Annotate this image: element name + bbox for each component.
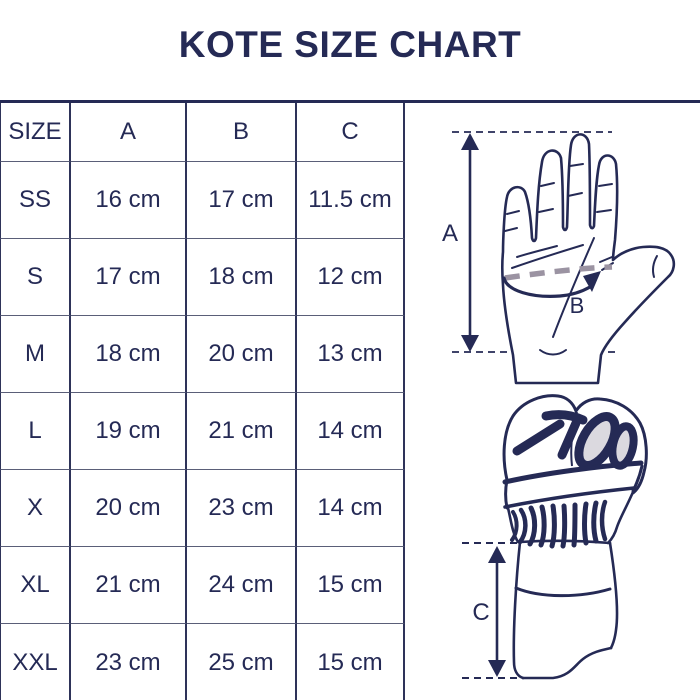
measure-arrow-a [461,133,479,352]
table-cell-b: 20 cm [187,316,297,393]
page-title: KOTE SIZE CHART [178,24,522,65]
table-cell-size: M [0,316,71,393]
measurement-illustrations [405,103,700,700]
label-c: C [472,599,490,626]
column-header-b: B [187,103,297,162]
table-cell-b: 24 cm [187,547,297,624]
label-b: B [569,293,585,318]
table-cell-c: 12 cm [297,239,405,316]
table-cell-c: 14 cm [297,393,405,470]
table-cell-size: S [0,239,71,316]
table-cell-size: SS [0,162,71,239]
table-cell-size: XL [0,547,71,624]
table-cell-a: 23 cm [71,624,187,700]
size-table [0,103,405,700]
kote-wrist-outline [508,492,633,543]
table-cell-a: 16 cm [71,162,187,239]
table-cell-a: 20 cm [71,470,187,547]
kote-wrist-stitches [512,502,605,546]
column-header-c: C [297,103,405,162]
table-cell-a: 18 cm [71,316,187,393]
table-cell-b: 25 cm [187,624,297,700]
kote-cuff [514,541,617,678]
table-cell-a: 17 cm [71,239,187,316]
hand-outline [502,134,674,383]
label-a: A [441,220,459,247]
table-cell-size: X [0,470,71,547]
measure-arrow-c [488,546,506,677]
hand-measurement-diagram [442,132,674,383]
table-cell-b: 18 cm [187,239,297,316]
table-cell-c: 14 cm [297,470,405,547]
table-cell-c: 13 cm [297,316,405,393]
table-cell-size: L [0,393,71,470]
table-cell-c: 11.5 cm [297,162,405,239]
table-cell-b: 17 cm [187,162,297,239]
table-cell-a: 21 cm [71,547,187,624]
table-cell-b: 21 cm [187,393,297,470]
column-header-a: A [71,103,187,162]
kote-measurement-diagram [462,396,646,678]
table-cell-size: XXL [0,624,71,700]
table-cell-a: 19 cm [71,393,187,470]
table-cell-b: 23 cm [187,470,297,547]
table-cell-c: 15 cm [297,547,405,624]
table-cell-c: 15 cm [297,624,405,700]
column-header-size: SIZE [0,103,71,162]
